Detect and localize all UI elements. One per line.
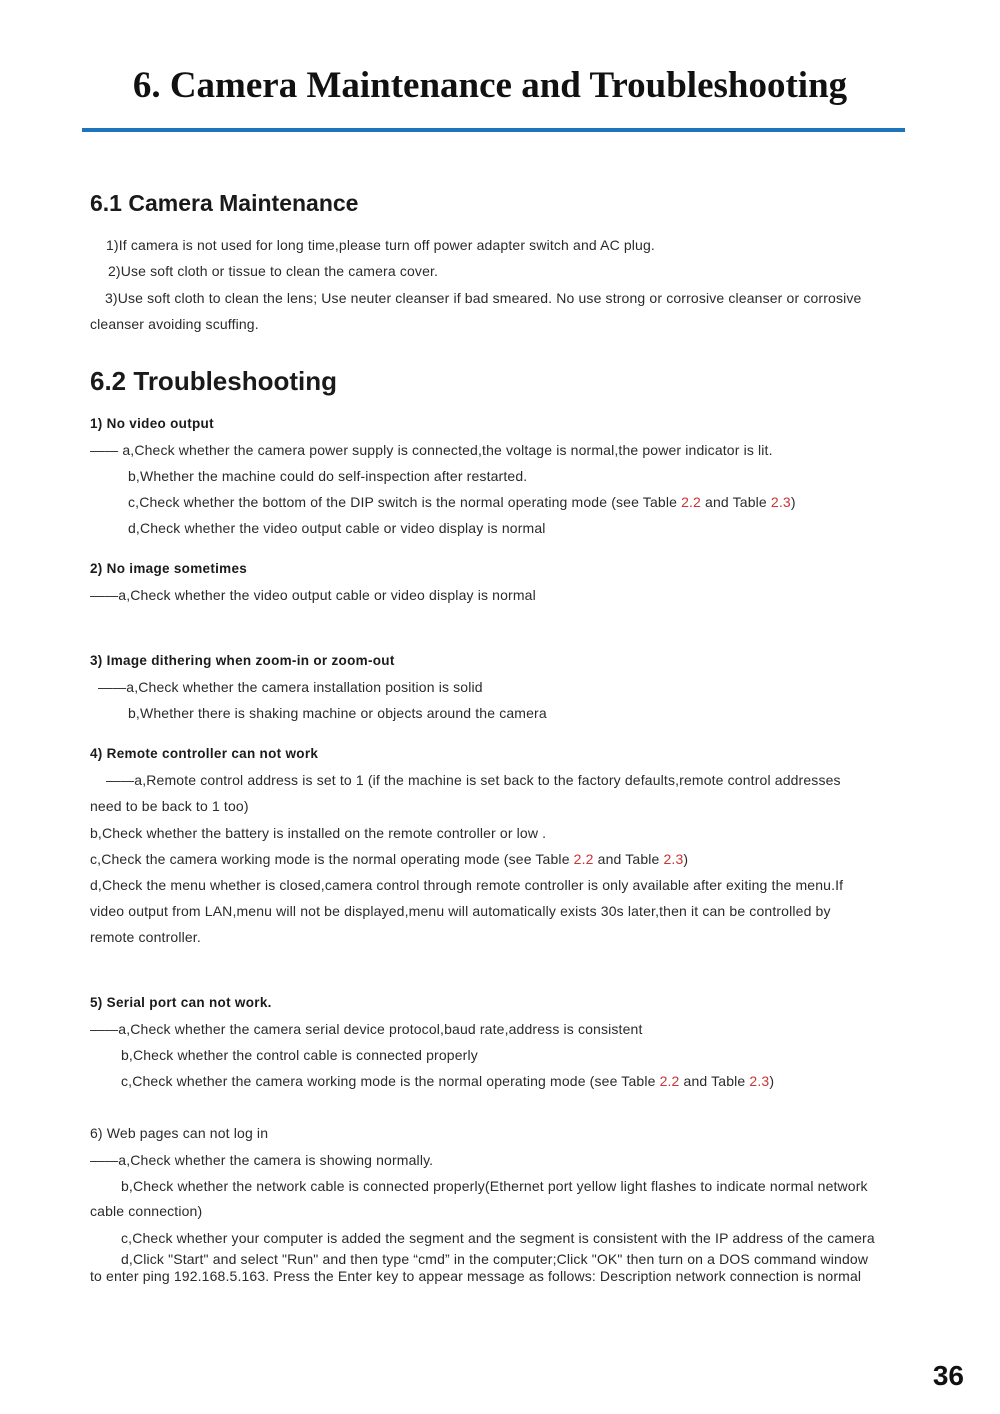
issue-6-line-c: c,Check whether your computer is added the segment and the segment is consistent with the IP address of the camera — [121, 1230, 875, 1246]
issue-1-line-a: —— a,Check whether the camera power supply is connected,the voltage is normal,the power indicator is lit. — [90, 442, 773, 458]
table-ref-2-3: 2.3 — [770, 494, 791, 510]
issue-5-line-a: ——a,Check whether the camera serial device protocol,baud rate,address is consistent — [90, 1021, 643, 1037]
issue-1-line-c-text: c,Check whether the bottom of the DIP switch is the normal operating mode (see Table — [128, 494, 682, 510]
issue-1-line-b: b,Whether the machine could do self-inspection after restarted. — [128, 468, 528, 484]
issue-6-line-d-cont: to enter ping 192.168.5.163. Press the Enter key to appear message as follows: Description network connection is normal — [90, 1268, 862, 1284]
issue-5-line-c-end: ) — [769, 1073, 775, 1089]
issue-4-line-d: d,Check the menu whether is closed,camera control through remote controller is only available after exiting the menu.If — [90, 877, 844, 893]
issue-title-no-image: 2) No image sometimes — [90, 561, 248, 576]
table-ref-2-3: 2.3 — [749, 1073, 770, 1089]
issue-title-remote: 4) Remote controller can not work — [90, 746, 319, 761]
issue-3-line-a: ——a,Check whether the camera installation position is solid — [98, 679, 483, 695]
issue-1-line-d: d,Check whether the video output cable or video display is normal — [128, 520, 546, 536]
page-title: 6. Camera Maintenance and Troubleshooting — [132, 65, 848, 106]
maintenance-item-3-cont: cleanser avoiding scuffing. — [90, 316, 259, 332]
issue-4-line-c-text: c,Check the camera working mode is the normal operating mode (see Table — [90, 851, 574, 867]
issue-5-line-b: b,Check whether the control cable is connected properly — [121, 1047, 478, 1063]
issue-1-line-c-mid: and Table — [701, 494, 771, 510]
issue-title-serial: 5) Serial port can not work. — [90, 995, 272, 1010]
issue-5-line-c — [121, 1073, 774, 1089]
issue-1-line-c — [128, 494, 796, 510]
maintenance-item-2: 2)Use soft cloth or tissue to clean the camera cover. — [108, 263, 439, 279]
title-rule — [82, 128, 905, 132]
table-ref-2-2: 2.2 — [573, 851, 594, 867]
issue-4-line-d-end: remote controller. — [90, 929, 201, 945]
page-number: 36 — [932, 1360, 964, 1391]
issue-6-line-a: ——a,Check whether the camera is showing normally. — [90, 1152, 434, 1168]
issue-4-line-b: b,Check whether the battery is installed on the remote controller or low . — [90, 825, 547, 841]
section-heading-troubleshooting: 6.2 Troubleshooting — [90, 366, 338, 396]
issue-title-web: 6) Web pages can not log in — [90, 1125, 269, 1141]
table-ref-2-2: 2.2 — [681, 494, 701, 510]
table-ref-2-2: 2.2 — [659, 1073, 680, 1089]
issue-title-dithering: 3) Image dithering when zoom-in or zoom-out — [90, 653, 395, 668]
section-heading-maintenance: 6.1 Camera Maintenance — [90, 190, 359, 216]
issue-title-no-video: 1) No video output — [90, 416, 214, 431]
maintenance-item-3: 3)Use soft cloth to clean the lens; Use neuter cleanser if bad smeared. No use strong or corrosive cleanser or corrosive — [105, 290, 862, 306]
issue-5-line-c-mid: and Table — [679, 1073, 750, 1089]
issue-6-line-b-cont: cable connection) — [90, 1203, 203, 1219]
issue-4-line-c-mid: and Table — [593, 851, 664, 867]
issue-6-line-d: d,Click "Start" and select "Run" and then type “cmd” in the computer;Click "OK" then turn on a DOS command window — [121, 1251, 869, 1267]
maintenance-item-1: 1)If camera is not used for long time,please turn off power adapter switch and AC plug. — [106, 237, 655, 253]
issue-3-line-b: b,Whether there is shaking machine or objects around the camera — [128, 705, 547, 721]
issue-4-line-a-cont: need to be back to 1 too) — [90, 798, 249, 814]
issue-4-line-c — [90, 851, 688, 867]
issue-6-line-b: b,Check whether the network cable is connected properly(Ethernet port yellow light flashes to indicate normal network — [121, 1178, 868, 1194]
issue-4-line-c-end: ) — [683, 851, 689, 867]
issue-2-line-a: ——a,Check whether the video output cable or video display is normal — [90, 587, 536, 603]
issue-4-line-a: ——a,Remote control address is set to 1 (if the machine is set back to the factory defaults,remote control addresses — [106, 772, 841, 788]
issue-4-line-d-cont: video output from LAN,menu will not be displayed,menu will automatically exists 30s later,then it can be controlled by — [90, 903, 831, 919]
issue-5-line-c-text: c,Check whether the camera working mode is the normal operating mode (see Table — [121, 1073, 660, 1089]
issue-1-line-c-end: ) — [790, 494, 796, 510]
table-ref-2-3: 2.3 — [663, 851, 684, 867]
